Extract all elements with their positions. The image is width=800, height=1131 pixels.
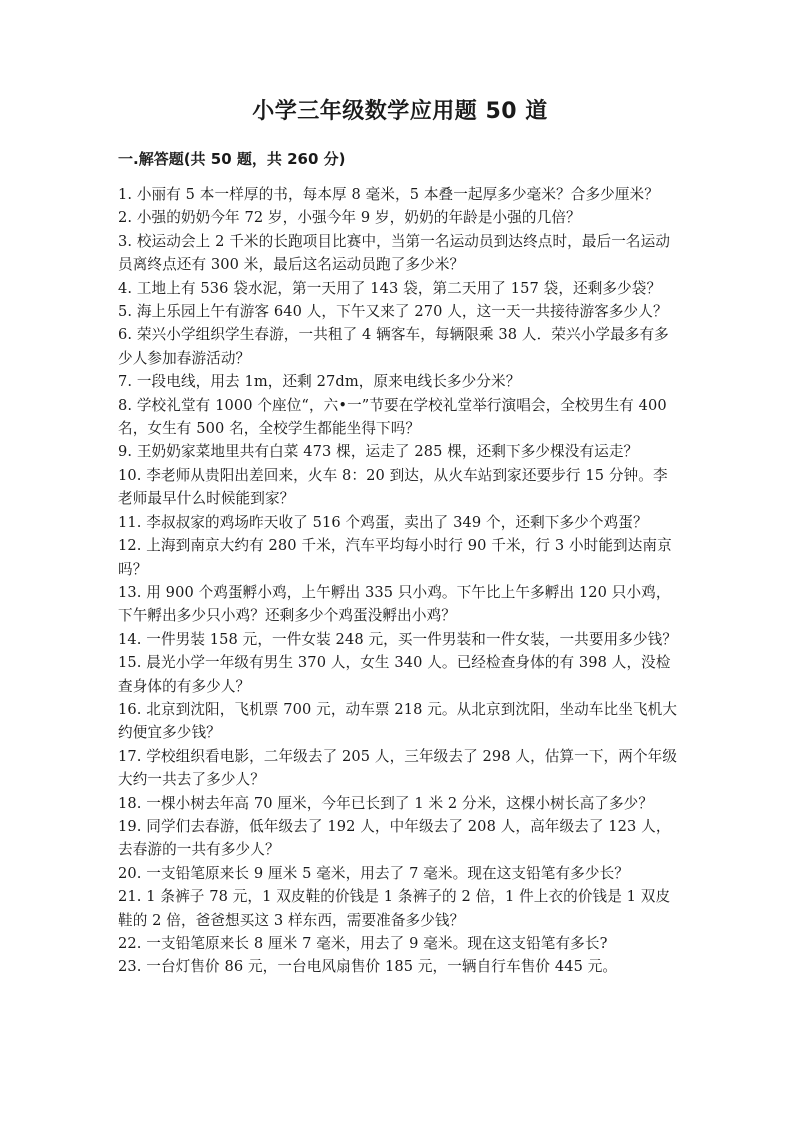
question-item: 4. 工地上有 536 袋水泥，第一天用了 143 袋，第二天用了 157 袋，还剩多少袋？ — [118, 279, 662, 297]
question-item: 23. 一台灯售价 86 元，一台电风扇售价 185 元，一辆自行车售价 445 元。 — [118, 958, 618, 976]
question-item: 12. 上海到南京大约有 280 千米，汽车平均每小时行 90 千米，行 3 小时能到达南京吗？ — [118, 537, 672, 578]
section-heading: 一.解答题(共 50 题，共 260 分) — [118, 150, 346, 168]
question-item: 19. 同学们去春游，低年级去了 192 人，中年级去了 208 人，高年级去了 123 人，去春游的一共有多少人？ — [118, 817, 671, 859]
question-item: 8. 学校礼堂有 1000 个座位“，六•一”节要在学校礼堂举行演唱会，全校男生有 400 名，女生有 500 名，全校学生都能坐得下吗？ — [118, 396, 667, 438]
question-item: 11. 李叔叔家的鸡场昨天收了 516 个鸡蛋，卖出了 349 个，还剩下多少个鸡蛋？ — [118, 513, 648, 531]
question-item: 21. 1 条裤子 78 元，1 双皮鞋的价钱是 1 条裤子的 2 倍，1 件上衣的价钱是 1 双皮鞋的 2 倍，爸爸想买这 3 样东西，需要准备多少钱？ — [118, 888, 671, 929]
question-item: 9. 王奶奶家菜地里共有白菜 473 棵，运走了 285 棵，还剩下多少棵没有运走？ — [118, 443, 639, 461]
question-item: 7. 一段电线，用去 1m，还剩 27dm，原来电线长多少分米？ — [118, 373, 521, 391]
question-item: 1. 小丽有 5 本一样厚的书，每本厚 8 毫米，5 本叠一起厚多少毫米？合多少厘米？ — [118, 186, 659, 203]
question-item: 15. 晨光小学一年级有男生 370 人，女生 340 人。已经检查身体的有 398 人，没检查身体的有多少人？ — [118, 654, 671, 695]
question-item: 2. 小强的奶奶今年 72 岁，小强今年 9 岁，奶奶的年龄是小强的几倍？ — [118, 209, 581, 227]
question-item: 17. 学校组织看电影，二年级去了 205 人，三年级去了 298 人，估算一下，两个年级大约一共去了多少人？ — [118, 747, 678, 789]
question-item: 22. 一支铅笔原来长 8 厘米 7 毫米，用去了 9 毫米。现在这支铅笔有多长? — [118, 935, 608, 952]
question-item: 16. 北京到沈阳，飞机票 700 元，动车票 218 元。从北京到沈阳，坐动车比坐飞机大约便宜多少钱？ — [118, 700, 678, 742]
question-list — [118, 183, 680, 979]
question-item: 10. 李老师从贵阳出差回来，火车 8：20 到达，从火车站到家还要步行 15 分钟。李老师最早什么时候能到家？ — [118, 466, 668, 508]
question-item: 14. 一件男装 158 元，一件女装 248 元，买一件男装和一件女装，一共要用多少钱？ — [118, 630, 678, 648]
question-item: 5. 海上乐园上午有游客 640 人，下午又来了 270 人，这一天一共接待游客多少人？ — [118, 303, 668, 321]
page-title: 小学三年级数学应用题 50 道 — [252, 99, 548, 124]
question-item: 20. 一支铅笔原来长 9 厘米 5 毫米，用去了 7 毫米。现在这支铅笔有多少长？ — [118, 864, 629, 882]
question-item: 3. 校运动会上 2 千米的长跑项目比赛中，当第一名运动员到达终点时，最后一名运动员离终点还有 300 米，最后这名运动员跑了多少米？ — [118, 232, 671, 274]
question-item: 18. 一棵小树去年高 70 厘米，今年已长到了 1 米 2 分米，这棵小树长高了多少？ — [118, 794, 654, 812]
question-item: 6. 荣兴小学组织学生春游，一共租了 4 辆客车，每辆限乘 38 人．荣兴小学最多有多少人参加春游活动？ — [118, 326, 669, 367]
question-item: 13. 用 900 个鸡蛋孵小鸡，上午孵出 335 只小鸡。下午比上午多孵出 120 只小鸡，下午孵出多少只小鸡？还剩多少个鸡蛋没孵出小鸡？ — [118, 583, 671, 625]
